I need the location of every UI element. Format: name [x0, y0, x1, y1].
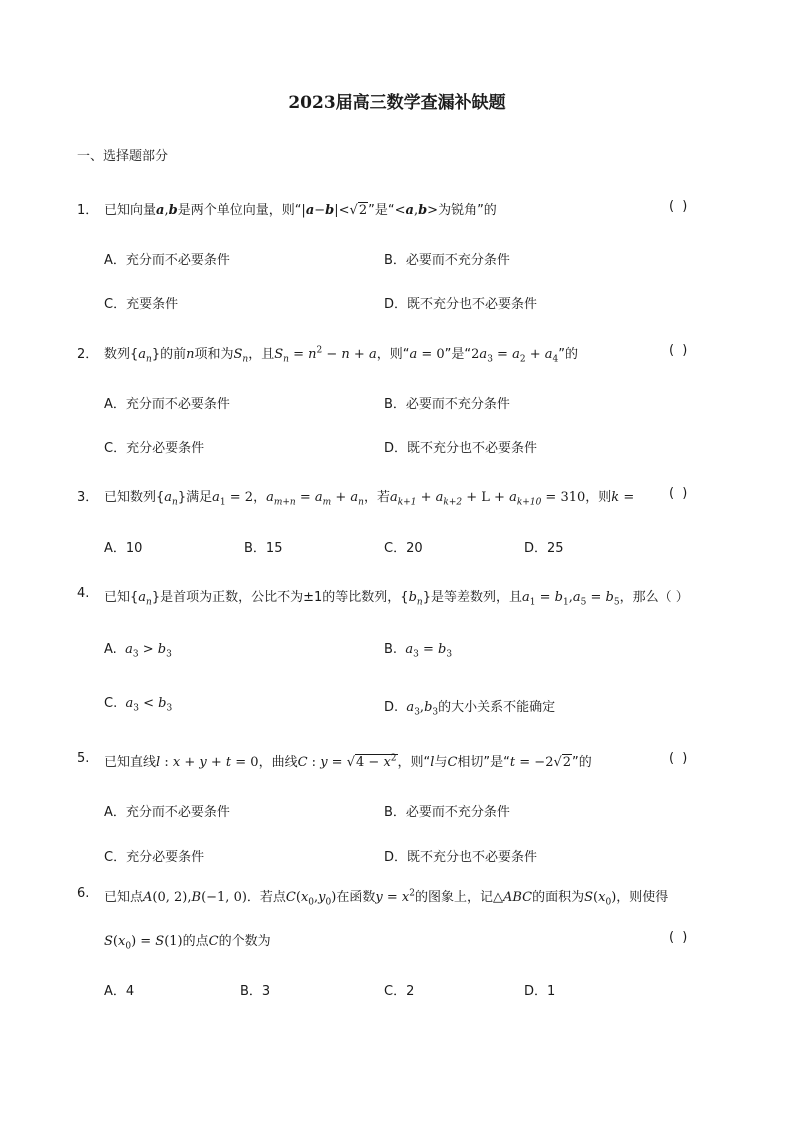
- page-title: 2023届高三数学查漏补缺题: [288, 93, 506, 113]
- answer-bracket: ( ): [669, 486, 690, 501]
- question-2-option-a: A．充分而不必要条件: [104, 397, 230, 412]
- question-6-option-c: C．2: [384, 984, 415, 999]
- question-5-option-d: D．既不充分也不必要条件: [384, 850, 538, 865]
- question-1-option-c: C．充要条件: [104, 297, 179, 312]
- section-heading: 一、选择题部分: [77, 149, 169, 164]
- question-6-number: 6.: [77, 886, 90, 901]
- question-1-option-a: A．充分而不必要条件: [104, 253, 230, 268]
- question-2-option-b: B．必要而不充分条件: [384, 397, 510, 412]
- question-6-option-d: D．1: [524, 984, 556, 999]
- question-3-option-b: B．15: [244, 541, 283, 556]
- answer-bracket: ( ): [669, 199, 690, 214]
- question-5-option-a: A．充分而不必要条件: [104, 805, 230, 820]
- question-5-option-b: B．必要而不充分条件: [384, 805, 510, 820]
- question-3-option-d: D．25: [524, 541, 564, 556]
- question-1-number: 1．: [77, 203, 99, 218]
- question-5-option-c: C．充分必要条件: [104, 850, 205, 865]
- question-2-option-c: C．充分必要条件: [104, 441, 205, 456]
- question-4-option-a: A. $a_3 > b_3$: [104, 642, 172, 660]
- question-4-option-c: C. $a_3 < b_3$: [104, 696, 173, 714]
- question-6-option-a: A．4: [104, 984, 135, 999]
- question-6-stem-line2: $S(x_0) = S(1)$的点C的个数为: [104, 934, 271, 952]
- answer-bracket: ( ): [669, 930, 690, 945]
- question-2-option-d: D．既不充分也不必要条件: [384, 441, 538, 456]
- question-2-stem: 数列$\{a_n\}$的前n项和为$S_n$，且$S_n = n^2 - n + a$，则“a = 0”是“$2a_3 = a_2 + a_4$”的: [104, 345, 579, 365]
- answer-bracket: ( ): [669, 751, 690, 766]
- question-3-number: 3．: [77, 490, 99, 505]
- question-4-option-b: B. $a_3 = b_3$: [384, 642, 453, 660]
- question-1-option-d: D．既不充分也不必要条件: [384, 297, 538, 312]
- question-1-option-b: B．必要而不充分条件: [384, 253, 510, 268]
- question-4-option-d: D. $a_3,b_3$的大小关系不能确定: [384, 700, 556, 718]
- question-6-option-b: B．3: [240, 984, 271, 999]
- question-5-stem: 已知直线l : x + y + t = 0，曲线C : $y = √4 - x^2$，则“l与C相切”是“t = −2√2”的: [104, 753, 592, 770]
- question-6-stem: 已知点A(0, 2),B(−1, 0)．若点$C(x_0,y_0)$在函数$y = x^2$的图象上，记△ABC的面积为$S(x_0)$，则使得: [104, 888, 669, 908]
- question-3-option-a: A．10: [104, 541, 143, 556]
- question-3-option-c: C．20: [384, 541, 423, 556]
- question-4-number: 4.: [77, 586, 90, 601]
- question-2-number: 2．: [77, 347, 99, 362]
- question-4-stem: 已知$\{a_n\}$是首项为正数，公比不为±1的等比数列，$\{b_n\}$是等差数列，且$a_1 = b_1,a_5 = b_5$，那么（ ）: [104, 590, 689, 608]
- answer-bracket: ( ): [669, 343, 690, 358]
- question-1-stem: 已知向量a,b是两个单位向量，则“|a−b|<√2”是“<a,b>为锐角”的: [104, 203, 497, 218]
- question-3-stem: 已知数列$\{a_n\}$满足$a_1 = 2$，$a_{m+n} = a_m + a_n$，若$a_{k+1} + a_{k+2} + L + a_{k+10} = 310$，则k =: [104, 490, 635, 508]
- question-5-number: 5.: [77, 751, 90, 766]
